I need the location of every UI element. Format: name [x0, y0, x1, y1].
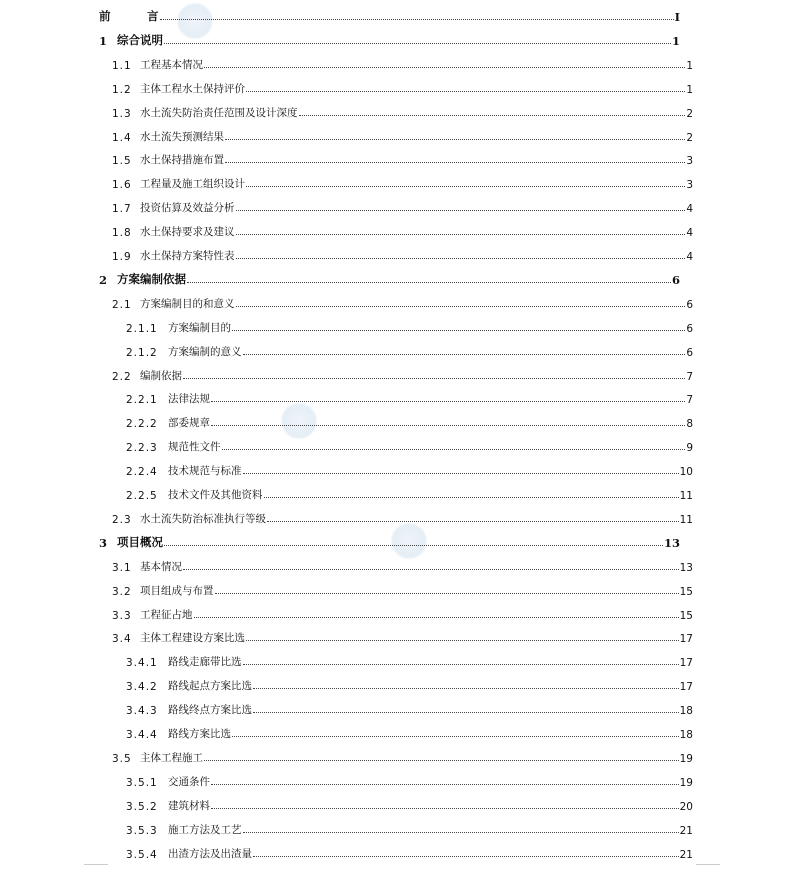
- toc-entry-page-number: 1: [686, 83, 693, 96]
- toc-entry-page-number: 18: [679, 705, 693, 718]
- toc-entry-page-number: 1: [671, 33, 680, 48]
- toc-entry-title: 技术规范与标准: [168, 465, 242, 478]
- toc-dot-leader: [160, 19, 674, 20]
- toc-dot-leader: [211, 401, 685, 402]
- toc-dot-leader: [232, 736, 679, 737]
- toc-entry-title: 部委规章: [168, 417, 210, 430]
- toc-entry[interactable]: [112, 221, 693, 239]
- toc-entry-title: 水土保持方案特性表: [140, 250, 235, 262]
- toc-dot-leader: [211, 808, 679, 809]
- toc-entry[interactable]: [126, 843, 693, 861]
- toc-entry-number: 3.5.4: [126, 848, 158, 861]
- toc-entry-title: 主体工程施工: [140, 751, 203, 764]
- toc-entry[interactable]: [99, 6, 680, 24]
- toc-entry-page-number: 17: [679, 681, 693, 694]
- toc-entry-page-number: 15: [679, 609, 693, 622]
- toc-entry-page-number: 21: [679, 824, 693, 837]
- toc-entry-title: 路线起点方案比选: [168, 680, 252, 693]
- toc-entry-page-number: 6: [686, 346, 693, 359]
- toc-entry-page-number: 21: [679, 848, 693, 861]
- toc-dot-leader: [243, 354, 686, 355]
- toc-entry[interactable]: [112, 149, 693, 167]
- toc-entry-title: 路线走廊带比选: [168, 656, 242, 669]
- toc-entry-title: 工程征占地: [140, 608, 193, 621]
- toc-dot-leader: [225, 162, 685, 163]
- toc-entry-number: 1.2: [112, 83, 132, 96]
- toc-entry[interactable]: [112, 78, 693, 96]
- toc-entry-number: 2.2: [112, 370, 132, 383]
- toc-entry-number: 1.1: [112, 59, 132, 72]
- toc-entry[interactable]: [112, 556, 693, 574]
- toc-entry[interactable]: [126, 412, 693, 430]
- toc-entry-title: 综合说明: [117, 32, 163, 47]
- toc-entry-number: 2.2.4: [126, 466, 158, 479]
- toc-entry-title: 方案编制目的: [168, 321, 231, 334]
- toc-entry-page-number: 11: [679, 513, 693, 526]
- toc-entry[interactable]: [126, 317, 693, 335]
- toc-dot-leader: [253, 688, 679, 689]
- page-corner-mark: [84, 864, 108, 879]
- toc-entry[interactable]: [112, 197, 693, 215]
- toc-entry[interactable]: [126, 675, 693, 693]
- toc-dot-leader: [253, 712, 679, 713]
- toc-entry[interactable]: [126, 341, 693, 359]
- toc-dot-leader: [264, 497, 679, 498]
- page-corner-mark: [696, 864, 720, 879]
- toc-entry[interactable]: [112, 747, 693, 765]
- toc-dot-leader: [194, 617, 679, 618]
- toc-entry-page-number: 17: [679, 657, 693, 670]
- toc-entry-page-number: 3: [686, 179, 693, 192]
- toc-entry[interactable]: [112, 173, 693, 191]
- toc-entry-number: 1.3: [112, 107, 132, 120]
- toc-dot-leader: [267, 521, 679, 522]
- toc-dot-leader: [236, 258, 686, 259]
- toc-entry[interactable]: [126, 388, 693, 406]
- toc-dot-leader: [236, 234, 686, 235]
- toc-entry-title: 言: [147, 9, 159, 23]
- toc-entry-number: 2.3: [112, 513, 132, 526]
- toc-entry-number: 2.1: [112, 298, 132, 311]
- toc-entry-page-number: 2: [686, 107, 693, 120]
- toc-entry-number: 3.3: [112, 609, 132, 622]
- toc-dot-leader: [236, 306, 686, 307]
- toc-entry-title: 水土流失防治标准执行等级: [140, 512, 266, 525]
- toc-dot-leader: [246, 91, 685, 92]
- toc-entry-title: 水土流失防治责任范围及设计深度: [140, 106, 298, 119]
- toc-entry-number: 3.5: [112, 752, 132, 765]
- toc-dot-leader: [211, 425, 685, 426]
- toc-entry-page-number: 9: [686, 442, 693, 455]
- toc-entry-title: 项目组成与布置: [140, 584, 214, 597]
- toc-entry[interactable]: [112, 126, 693, 144]
- toc-entry-number: 2.2.2: [126, 418, 158, 431]
- toc-entry-number: 3: [99, 535, 108, 550]
- toc-entry-number: 1.9: [112, 251, 132, 263]
- toc-entry[interactable]: [112, 627, 693, 645]
- toc-dot-leader: [204, 760, 679, 761]
- toc-entry-number: 3.5.2: [126, 800, 158, 813]
- toc-dot-leader: [243, 664, 679, 665]
- toc-entry[interactable]: [112, 293, 693, 311]
- toc-entry-number: 3.4.4: [126, 729, 158, 741]
- toc-entry-page-number: 4: [686, 203, 693, 216]
- toc-entry-number: 3.4: [112, 633, 132, 646]
- toc-entry[interactable]: [126, 699, 693, 717]
- toc-entry-title: 基本情况: [140, 560, 182, 573]
- toc-entry-page-number: 19: [679, 752, 693, 765]
- toc-entry[interactable]: [112, 365, 693, 383]
- toc-entry-title: 方案编制目的和意义: [140, 297, 235, 310]
- toc-dot-leader: [243, 473, 679, 474]
- toc-entry-number: 2.1.2: [126, 346, 158, 359]
- toc-dot-leader: [243, 832, 679, 833]
- toc-entry-number: 3.5.3: [126, 824, 158, 837]
- toc-entry-number: 1.4: [112, 131, 132, 144]
- toc-entry-number: 前: [99, 9, 111, 23]
- toc-dot-leader: [204, 67, 685, 68]
- toc-entry-page-number: 17: [679, 633, 693, 646]
- toc-entry-title: 项目概况: [117, 534, 163, 549]
- toc-entry-title: 编制依据: [140, 369, 182, 382]
- toc-entry[interactable]: [126, 651, 693, 669]
- toc-entry[interactable]: [126, 819, 693, 837]
- toc-entry-number: 3.4.1: [126, 657, 158, 670]
- toc-entry[interactable]: [126, 484, 693, 502]
- toc-entry-title: 路线终点方案比选: [168, 704, 252, 717]
- toc-dot-leader: [164, 545, 663, 546]
- toc-entry-page-number: 2: [686, 131, 693, 144]
- toc-entry-page-number: 8: [686, 418, 693, 431]
- toc-entry[interactable]: [126, 723, 693, 741]
- toc-dot-leader: [225, 139, 685, 140]
- toc-entry-number: 2.2.5: [126, 490, 158, 502]
- toc-entry-number: 1.5: [112, 155, 132, 168]
- toc-entry-page-number: 7: [686, 370, 693, 383]
- toc-entry-number: 2.2.1: [126, 394, 158, 407]
- toc-entry-number: 2.2.3: [126, 442, 158, 455]
- toc-dot-leader: [222, 449, 686, 450]
- toc-entry[interactable]: [126, 795, 693, 813]
- toc-entry-title: 交通条件: [168, 775, 210, 788]
- toc-entry-title: 水土保持要求及建议: [140, 226, 235, 239]
- toc-entry-page-number: 13: [679, 561, 693, 574]
- toc-entry-title: 技术文件及其他资料: [168, 489, 263, 501]
- toc-entry-title: 工程量及施工组织设计: [140, 178, 245, 191]
- toc-dot-leader: [232, 330, 685, 331]
- toc-entry-title: 工程基本情况: [140, 58, 203, 71]
- toc-entry-number: 3.1: [112, 561, 132, 574]
- toc-entry[interactable]: [112, 580, 693, 598]
- toc-entry-number: 3.4.3: [126, 705, 158, 718]
- toc-entry-number: 1.7: [112, 203, 132, 216]
- toc-dot-leader: [246, 640, 679, 641]
- toc-entry-title: 施工方法及工艺: [168, 823, 242, 836]
- toc-entry-page-number: 18: [679, 729, 693, 741]
- toc-entry[interactable]: [126, 771, 693, 789]
- toc-entry-number: 1: [99, 33, 108, 48]
- toc-entry-title: 主体工程建设方案比选: [140, 632, 245, 645]
- toc-entry-page-number: 4: [686, 251, 693, 263]
- toc-entry[interactable]: [126, 436, 693, 454]
- toc-entry-title: 主体工程水土保持评价: [140, 82, 245, 95]
- toc-entry-title: 水土流失预测结果: [140, 130, 224, 143]
- toc-entry-page-number: 19: [679, 776, 693, 789]
- toc-entry[interactable]: [126, 460, 693, 478]
- toc-dot-leader: [164, 43, 671, 44]
- toc-entry-title: 水土保持措施布置: [140, 154, 224, 167]
- toc-dot-leader: [253, 856, 679, 857]
- toc-entry[interactable]: [112, 54, 693, 72]
- toc-entry-title: 方案编制依据: [117, 271, 186, 286]
- toc-entry-number: 2: [99, 272, 108, 287]
- toc-entry-page-number: 1: [686, 59, 693, 72]
- toc-entry-page-number: 6: [671, 272, 680, 287]
- toc-entry[interactable]: [112, 604, 693, 622]
- toc-entry-page-number: 10: [679, 466, 693, 479]
- toc-entry-page-number: 15: [679, 585, 693, 598]
- toc-entry[interactable]: [112, 102, 693, 120]
- toc-entry[interactable]: [112, 508, 693, 526]
- toc-entry-number: 3.2: [112, 585, 132, 598]
- toc-entry-page-number: 4: [686, 227, 693, 240]
- toc-entry-page-number: 6: [686, 322, 693, 335]
- toc-entry-number: 3.5.1: [126, 776, 158, 789]
- toc-entry-title: 投资估算及效益分析: [140, 202, 235, 215]
- toc-entry-title: 出渣方法及出渣量: [168, 847, 252, 860]
- toc-entry[interactable]: [99, 269, 680, 287]
- toc-dot-leader: [187, 282, 671, 283]
- toc-entry-number: 1.8: [112, 227, 132, 240]
- toc-dot-leader: [236, 210, 686, 211]
- toc-entry-number: 1.6: [112, 179, 132, 192]
- toc-dot-leader: [246, 186, 685, 187]
- toc-entry-page-number: 20: [679, 800, 693, 813]
- toc-dot-leader: [215, 593, 679, 594]
- toc-entry-number: 3.4.2: [126, 681, 158, 694]
- toc-dot-leader: [183, 378, 685, 379]
- toc-entry-title: 方案编制的意义: [168, 345, 242, 358]
- toc-entry-page-number: 11: [679, 490, 693, 502]
- toc-entry-page-number: I: [674, 10, 680, 24]
- toc-entry-title: 建筑材料: [168, 799, 210, 812]
- toc-entry[interactable]: [99, 532, 680, 550]
- toc-entry[interactable]: [99, 30, 680, 48]
- toc-entry-page-number: 7: [686, 394, 693, 407]
- toc-entry[interactable]: [112, 245, 693, 263]
- toc-entry-page-number: 6: [686, 298, 693, 311]
- toc-entry-page-number: 3: [686, 155, 693, 168]
- toc-dot-leader: [211, 784, 679, 785]
- toc-entry-page-number: 13: [663, 535, 680, 550]
- toc-entry-title: 路线方案比选: [168, 728, 231, 740]
- toc-dot-leader: [183, 569, 679, 570]
- toc-dot-leader: [299, 115, 686, 116]
- toc-entry-title: 规范性文件: [168, 441, 221, 454]
- toc-entry-number: 2.1.1: [126, 322, 158, 335]
- toc-entry-title: 法律法规: [168, 393, 210, 406]
